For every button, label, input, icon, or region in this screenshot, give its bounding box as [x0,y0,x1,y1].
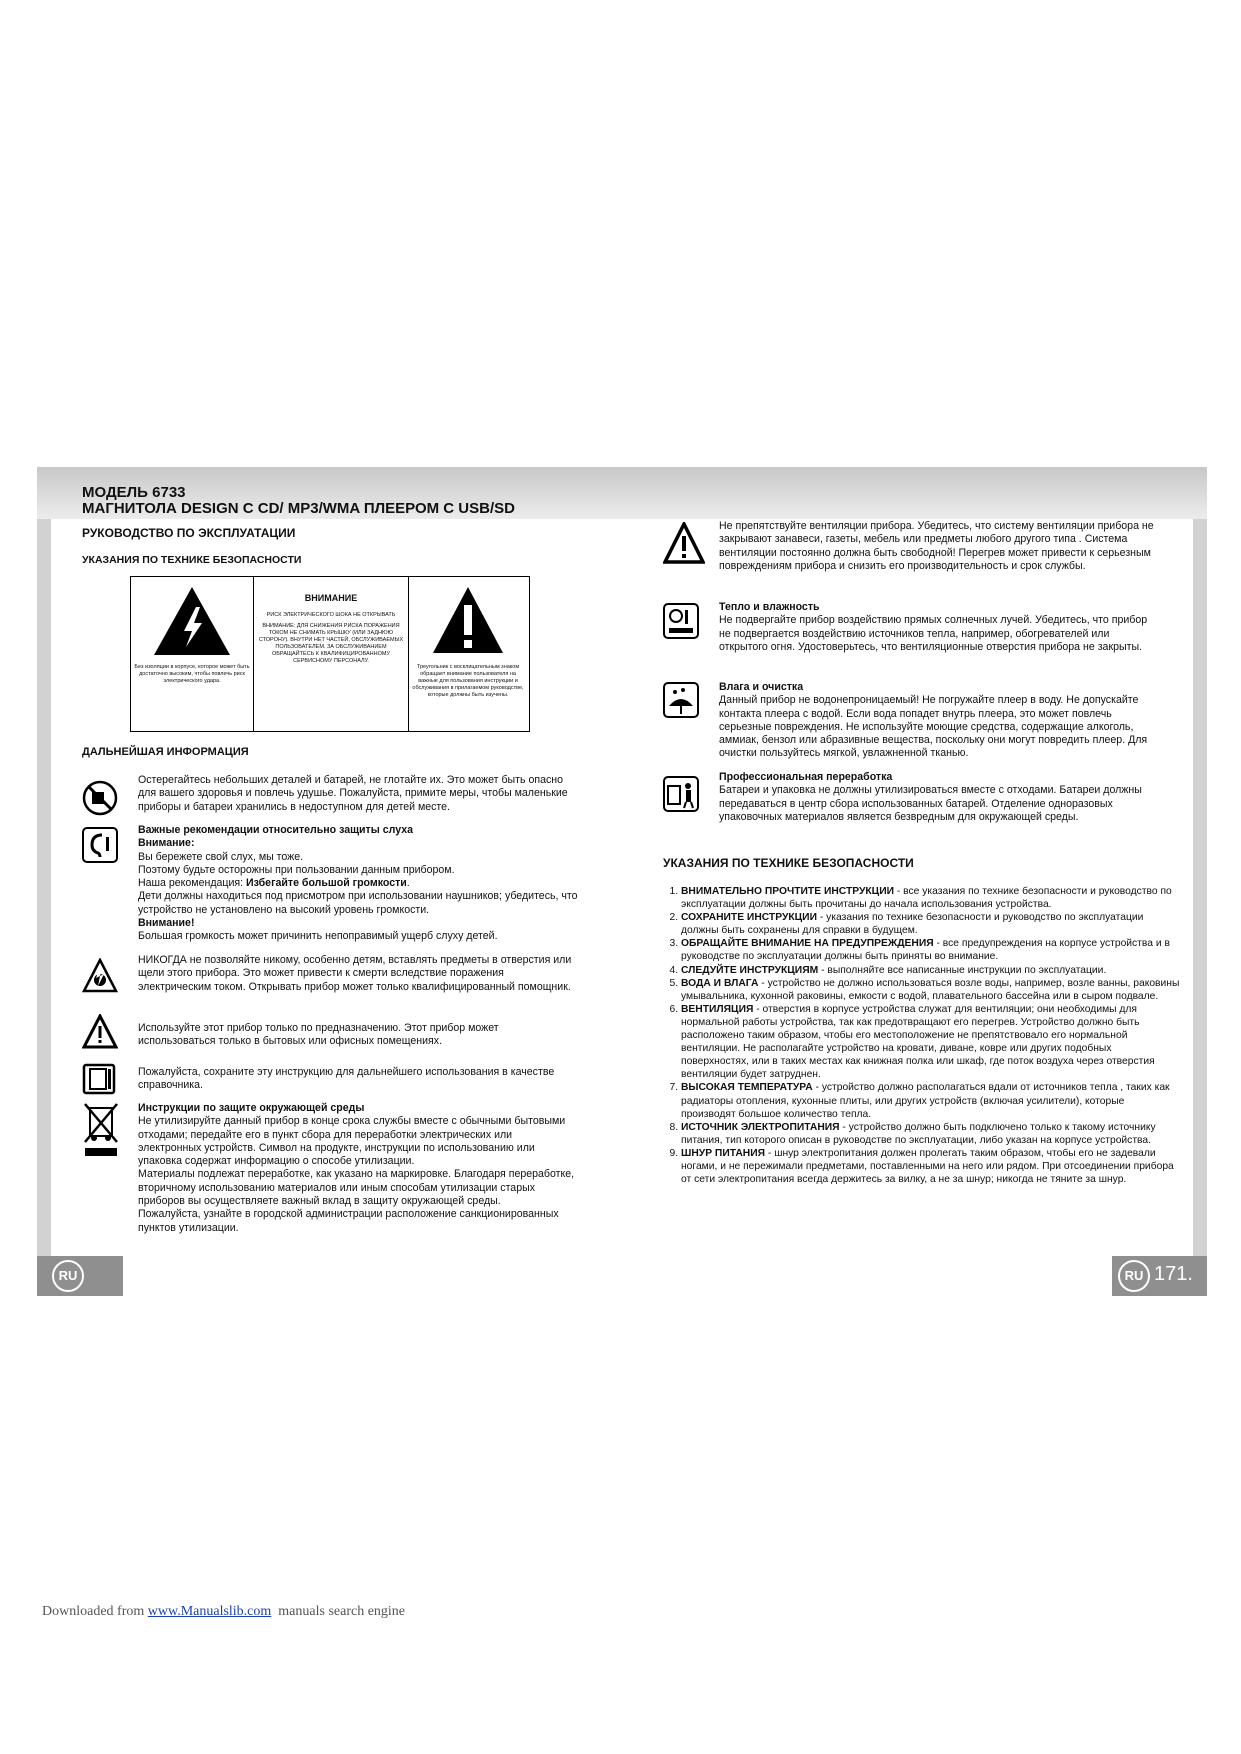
hearing-rec-value: Избегайте большой громкости [246,877,407,890]
weee-bin-icon [82,1102,120,1160]
safety-item-keyword: ВНИМАТЕЛЬНО ПРОЧТИТЕ ИНСТРУКЦИИ [681,886,895,897]
warning-sub: РИСК ЭЛЕКТРИЧЕСКОГО ШОКА НЕ ОТКРЫВАТЬ [266,612,396,618]
safety-item-keyword: ИСТОЧНИК ЭЛЕКТРОПИТАНИЯ [681,1121,840,1133]
hearing-rec-dot: . [406,877,410,890]
warning-left-cell [131,577,254,731]
model-title: МОДЕЛЬ 6733 [82,484,186,501]
title-block [82,485,515,517]
environment-block [138,1102,578,1235]
recycle-text: Батареи и упаковка не должны утилизироваться вместе с отходами. Батареи должны передаваться в центр сбора использованных батарей. Отделение одноразовых упаковочных материалов является безвредным для окружающей среды. [719,784,1142,823]
moisture-block [719,681,1159,761]
safety-list-item [681,964,1181,977]
ventilation-text: Не препятствуйте вентиляции прибора. Убедитесь, что систему вентиляции прибора не закрывают занавеси, газеты, мебель или предметы любого другого типа . Система вентиляции постоянно должна быть свободной! Перегрев может привести к серьезным повреждениям прибора и снизить его производительность и срок службы. [719,520,1154,572]
ventilation-warning-icon [663,522,705,564]
safety-list-item [681,1147,1181,1186]
hearing-rec-label: Наша рекомендация: [138,877,247,890]
language-badge-right: RU [1118,1260,1150,1292]
safety-list-item [681,937,1181,963]
heat-title: Тепло и влажность [719,601,820,613]
safety-item-text: - все указания по технике безопасности и руководство по эксплуатации должны быть прочитаны до начала использования устройства. [681,886,1172,911]
download-prefix: Downloaded from [42,1604,148,1619]
recycle-block [719,771,1159,824]
safety-item-keyword: СЛЕДУЙТЕ ИНСТРУКЦИЯМ [681,964,819,976]
warning-right-cell [409,577,527,731]
language-badge: RU [52,1260,84,1292]
download-suffix: manuals search engine [271,1604,406,1619]
left-margin-strip [37,519,51,1279]
safety-item-text: - выполняйте все написанные инструкции по эксплуатации. [818,964,1107,976]
manualslib-link[interactable]: www.Manualslib.com [147,1604,272,1619]
lightning-warning-icon [152,585,232,657]
hearing-line-2: Поэтому будьте осторожны при пользовании данным прибором. [138,863,455,876]
safety-item-text: - устройство не должно использоваться возле воды, например, возле ванны, раковины умывальника, кухонной раковины, емкости с водой, плавательного бассейна или в сыром подвале. [681,977,1180,1002]
hearing-line-3 [138,877,578,890]
safety-list-item [681,977,1181,1003]
page-number: 171. [1154,1263,1193,1285]
warning-right-text: Треугольник с восклицательным знаком обращает внимание пользователя на важные для пользования инструкции и обслуживания в прилагаемом руководстве, которые должны быть изучены. [412,664,524,698]
environment-title: Инструкции по защите окружающей среды [138,1102,365,1114]
safety-list-item [681,1081,1181,1120]
moisture-cleaning-icon [663,682,699,718]
hearing-title: Важные рекомендации относительно защиты слуха [138,824,414,836]
warning-center-text: ВНИМАНИЕ: ДЛЯ СНИЖЕНИЯ РИСКА ПОРАЖЕНИЯ ТОКОМ НЕ СНИМАТЬ КРЫШКУ (ИЛИ ЗАДНЮЮ СТОРОНУ). ВНУТРИ НЕТ ЧАСТЕЙ, ОБСЛУЖИВАЕМЫХ ПОЛЬЗОВАТЕЛЕМ. ЗА ОБСЛУЖИВАНИЕМ ОБРАЩАЙТЕСЬ К КВАЛИФИЦИРОВАННОМУ СЕРВИСНОМУ ПЕРСОНАЛУ. [258,623,404,664]
manual-heading: РУКОВОДСТВО ПО ЭКСПЛУАТАЦИИ [82,526,296,540]
warning-title: ВНИМАНИЕ [304,593,358,603]
environment-para-1: Не утилизируйте данный прибор в конце срока службы вместе с обычными бытовыми отходами; передайте его в пункт сбора для переработки электрических или электронных устройств. Символ на продукте, инструкции по использованию или упаковка содержат информацию о способе утилизации. [138,1115,566,1168]
manual-book-icon [82,1061,118,1097]
safety-list-heading: УКАЗАНИЯ ПО ТЕХНИКЕ БЕЗОПАСНОСТИ [663,856,914,870]
environment-para-3: Пожалуйста, узнайте в городской администрации расположение санкционированных пунктов утилизации. [138,1208,559,1234]
exclamation-warning-icon [431,585,505,655]
footer-right-tab [1112,1256,1207,1296]
safety-item-text: - указания по технике безопасности и руководство по эксплуатации должны быть сохранены для справки в будущем. [681,912,1144,937]
safety-item-keyword: ОБРАЩАЙТЕ ВНИМАНИЕ НА ПРЕДУПРЕЖДЕНИЯ [681,938,934,950]
footer-left-tab [37,1256,123,1296]
safety-item-text: - устройство должно располагаться вдали от источников тепла , таких как радиаторы отопления, кухонные плиты, или других устройств (включая усилители), которые производят большое количество тепла. [681,1082,1170,1120]
hearing-attention-2: Внимание! [138,917,195,930]
right-margin-strip [1193,519,1207,1271]
heat-humidity-icon [663,603,699,639]
heat-block [719,601,1159,654]
product-title: МАГНИТОЛА DESIGN С CD/ MP3/WMA ПЛЕЕРОМ С USB/SD [82,500,515,517]
heat-text: Не подвергайте прибор воздействию прямых солнечных лучей. Убедитесь, что прибор не подвергается воздействию источников тепла, например, обогревателей или открытого огня. Удостоверьтесь, что вентиляционные отверстия прибора не закрыты. [719,614,1148,653]
safety-item-keyword: ВЫСОКАЯ ТЕМПЕРАТУРА [681,1082,813,1094]
safety-item-text: - устройство должно быть подключено только к такому источнику питания, тип которого описан в руководстве по эксплуатации, либо указан на корпусе устройства. [681,1121,1156,1146]
small-parts-text: Остерегайтесь небольших деталей и батарей, не глотайте их. Это может быть опасно для вашего здоровья и повлечь удушье. Пожалуйста, примите меры, чтобы маленькие приборы и батареи хранились в недоступном для детей месте. [138,774,568,813]
safety-item-text: - все предупреждения на корпусе устройства и в руководстве по эксплуатации должны быть приняты во внимание. [681,938,1170,963]
moisture-text: Данный прибор не водонепроницаемый! Не погружайте плеер в воду. Не допускайте контакта плеера с водой. Если вода попадет внутрь плеера, это может повлечь серьезные повреждения. Не используйте моющие средства, содержащие алкоголь, аммиак, бензол или абразивные вещества, поскольку они могут повредить плеер. Для очистки пользуйтесь мягкой, увлажненной тканью. [719,694,1148,760]
recycling-icon [663,776,699,812]
safety-item-text: - отверстия в корпусе устройства служат для вентиляции; они необходимы для нормальной работы устройства, так как предотвращают его перегрев. Устройство должно быть расположено таким образом, чтобы его местоположение не препятствовало его нормальной вентиляции. Не располагайте устройство на кровати, диване, ковре или других подобных поверхностях, или в таких местах как книжная полка или шкаф, где поток воздуха через отверстия вентиляции будет затруднен. [681,1003,1155,1081]
safety-list-item [681,885,1181,911]
hearing-line-1: Вы бережете свой слух, мы тоже. [138,850,304,863]
safety-list-item [681,911,1181,937]
hearing-icon [82,827,118,863]
environment-para-2: Материалы подлежат переработке, как указано на маркировке. Благодаря переработке, вторичному использованию материалов или иным способам утилизации старых приборов вы осуществляете важный вклад в защиту окружающей среды. [138,1168,575,1208]
small-parts-icon [82,780,118,816]
safety-item-keyword: ШНУР ПИТАНИЯ [681,1147,766,1159]
hearing-block [138,824,578,944]
keep-text: Пожалуйста, сохраните эту инструкцию для дальнейшего использования в качестве справочника. [138,1066,555,1092]
safety-instructions-list [663,885,1181,1186]
hearing-attention: Внимание: [138,837,195,850]
warning-center-cell [254,577,409,731]
safety-item-text: - шнур электропитания должен пролегать таким образом, чтобы его не задевали ногами, и не пережимали предметами, поставленными на него или рядом. При отсоединении прибора от сети электропитания всегда держитесь за вилку, а не за шнур; никогда не тяните за шнур. [681,1147,1174,1186]
safety-list-item [681,1121,1181,1147]
download-note [42,1604,405,1620]
safety-list-item [681,1003,1181,1082]
caution-icon [82,1014,118,1050]
recycle-title: Профессиональная переработка [719,771,893,783]
safety-item-keyword: ВЕНТИЛЯЦИЯ [681,1003,754,1015]
never-text: НИКОГДА не позволяйте никому, особенно детям, вставлять предметы в отверстия или щели этого прибора. Это может привести к смерти вследствие поражения электрическим током. Открывать прибор может только квалифицированный помощник. [138,954,572,993]
hearing-line-4: Дети должны находиться под присмотром при использовании наушников; убедитесь, что устройство не установлено на высокий уровень громкости. [138,890,578,916]
hearing-line-5: Большая громкость может причинить непоправимый ущерб слуху детей. [138,930,498,943]
more-info-heading: ДАЛЬНЕЙШАЯ ИНФОРМАЦИЯ [82,746,249,758]
safety-heading: УКАЗАНИЯ ПО ТЕХНИКЕ БЕЗОПАСНОСТИ [82,554,302,566]
moisture-title: Влага и очистка [719,681,804,693]
warning-left-text: Без изоляции в корпусе, которое может быть достаточно высоким, чтобы повлечь риск электрического удара. [134,664,250,684]
safety-item-keyword: ВОДА И ВЛАГА [681,977,759,989]
safety-item-keyword: СОХРАНИТЕ ИНСТРУКЦИИ [681,912,817,924]
warning-table [130,576,530,732]
purpose-text: Используйте этот прибор только по предназначению. Этот прибор может использоваться только в бытовых или офисных помещениях. [138,1022,499,1048]
shock-hazard-icon [82,958,118,994]
